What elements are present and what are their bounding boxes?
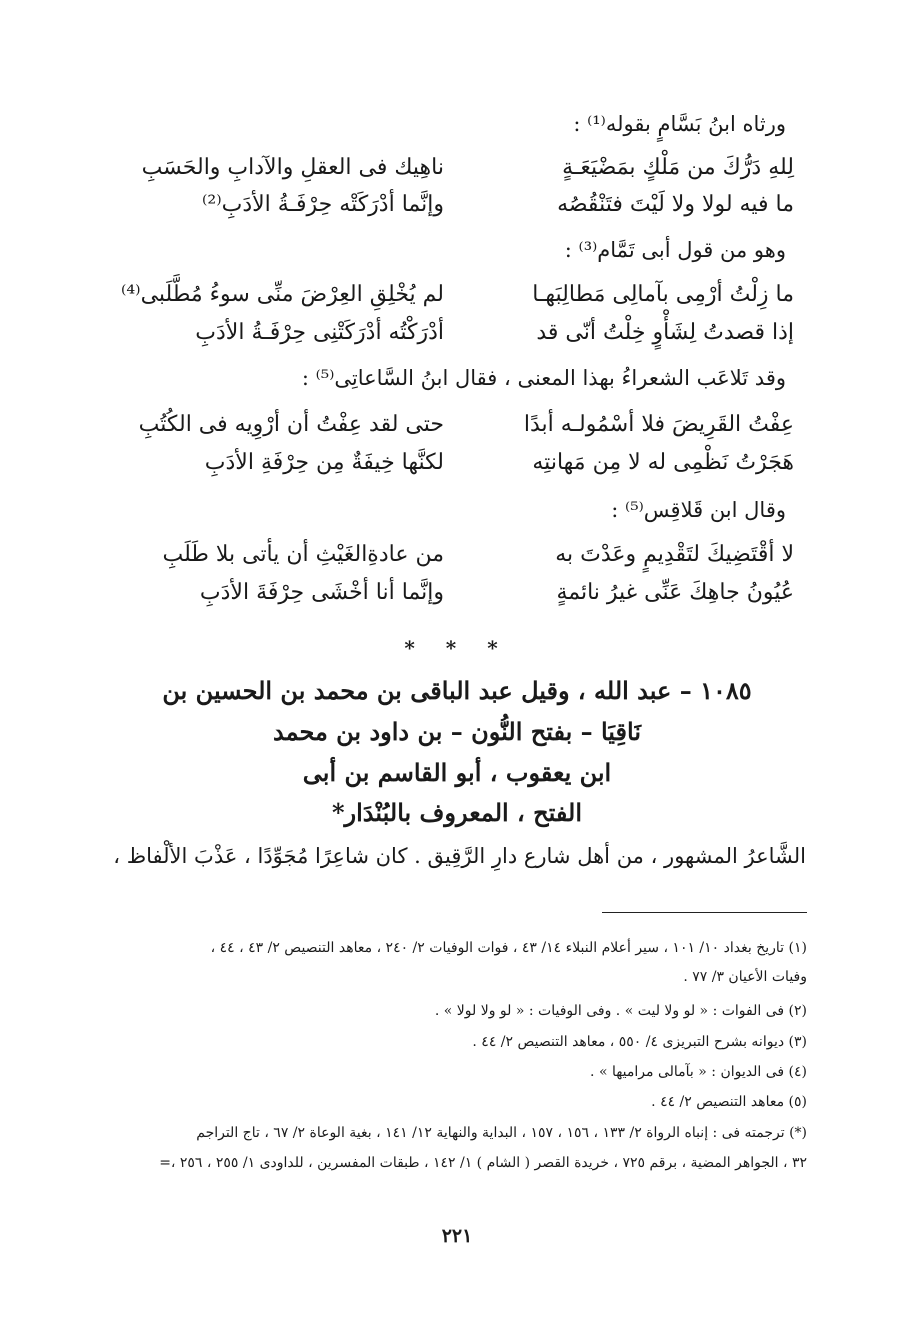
intro-ibn-bassam: ورثاه ابنُ بَسَّامٍ بقوله⁽¹⁾ :: [573, 112, 786, 136]
entry-body-text: الشَّاعرُ المشهور ، من أهل شارع دارِ الرَّقِيق . كان شاعِرًا مُجَوِّدًا ، عَذْبَ الألْفاظ ،: [113, 844, 806, 868]
section-separator: * * *: [404, 636, 510, 660]
footnote-5: (٥) معاهد التنصيص ٢/ ٤٤ .: [651, 1094, 807, 1110]
poem-1-verse-1-left: ناهِيك فى العقلِ والآدابِ والحَسَبِ: [141, 155, 444, 180]
footnote-1-continued: وفيات الأعيان ٣/ ٧٧ .: [683, 969, 807, 985]
poem-4-verse-1-right: لا أقْتَضِيكَ لتَقْدِيمٍ وعَدْتَ به: [555, 542, 794, 567]
poem-1-verse-2-left: وإنَّما أدْرَكَتْه حِرْفَـةُ الأدَبِ⁽²⁾: [201, 192, 444, 217]
footnote-star: (*) ترجمته فى : إنباه الرواة ٢/ ١٣٣ ، ١٥٦ ، ١٥٧ ، البداية والنهاية ١٢/ ١٤١ ، بغية الوعاة ٢/ ٦٧ ، تاج التراجم: [196, 1125, 807, 1141]
poem-2-verse-2-left: أدْرَكْتُه أدْرَكَتْنِى حِرْفَـةُ الأدَبِ: [195, 320, 444, 345]
poem-4-verse-1-left: من عادةِالغَيْثِ أن يأتى بلا طَلَبِ: [162, 542, 444, 567]
intro-abu-tammam: وهو من قول أبى تَمَّام⁽³⁾ :: [564, 238, 786, 262]
intro-ibn-qalaqis: وقال ابن قَلاقِس⁽⁵⁾ :: [611, 498, 786, 522]
poem-2-verse-1-right: ما زِلْتُ أرْمِى بآمالِى مَطالِبَهـا: [532, 282, 794, 307]
poem-3-verse-1-right: عِفْتُ القَرِيضَ فلا أسْمُولـه أبدًا: [523, 412, 794, 437]
poem-4-verse-2-left: وإنَّما أنا أخْشَى حِرْفَةَ الأدَبِ: [199, 580, 444, 605]
entry-heading-line-1: ١٠٨٥ – عبد الله ، وقيل عبد الباقى بن محمد بن الحسين بن: [162, 676, 752, 705]
entry-heading-line-2: نَاقِيَا – بفتح النُّون – بن داود بن محمد: [272, 717, 641, 746]
entry-heading-line-4: الفتح ، المعروف بالبُنْدَار*: [331, 798, 582, 827]
footnote-star-continued: ٣٢ ، الجواهر المضية ، برقم ٧٢٥ ، خريدة القصر ( الشام ) ١/ ١٤٢ ، طبقات المفسرين ، للداودى ١/ ٢٥٥ ، ٢٥٦ ،=: [159, 1155, 807, 1171]
footnote-rule: [602, 912, 807, 913]
poem-2-verse-1-left: لم يُخْلِقِ العِرْضَ منِّى سوءُ مُطَّلَبى⁽⁴⁾: [120, 282, 444, 307]
footnote-4: (٤) فى الديوان : « بآمالى مراميها » .: [590, 1064, 807, 1080]
poem-3-verse-1-left: حتى لقد عِفْتُ أن أرْوِيه فى الكُتُبِ: [138, 412, 444, 437]
poem-3-verse-2-right: هَجَرْتُ نَظْمِى له لا مِن مَهانتِه: [532, 450, 794, 475]
poem-3-verse-2-left: لكنَّها خِيفَةٌ مِن حِرْفَةِ الأدَبِ: [204, 450, 444, 475]
poem-4-verse-2-right: عُيُونُ جاهِكَ عَنِّى غيرُ نائمةٍ: [556, 580, 794, 605]
poem-1-verse-1-right: لِلهِ دَرُّكَ من مَلْكٍ بمَضْيَعَـةٍ: [562, 155, 794, 180]
footnote-2: (٢) فى الفوات : « لو ولا ليت » . وفى الوفيات : « لو ولا لولا » .: [434, 1003, 807, 1019]
poem-2-verse-2-right: إذا قصدتُ لِشَأْوٍ خِلْتُ أنّى قد: [536, 320, 794, 345]
poem-1-verse-2-right: ما فيه لولا ولا لَيْتَ فتَنْقُصُه: [557, 192, 794, 217]
page-number: ٢٢١: [441, 1225, 473, 1247]
footnote-3: (٣) ديوانه بشرح التبريزى ٤/ ٥٥٠ ، معاهد التنصيص ٢/ ٤٤ .: [472, 1034, 807, 1050]
footnote-1: (١) تاريخ بغداد ١٠/ ١٠١ ، سير أعلام النبلاء ١٤/ ٤٣ ، فوات الوفيات ٢/ ٢٤٠ ، معاهد التنصيص ٢/ ٤٣ ، ٤٤ ،: [210, 940, 807, 956]
intro-ibn-al-saati: وقد تَلاعَب الشعراءُ بهذا المعنى ، فقال ابنُ السَّاعاتِى⁽⁵⁾ :: [301, 366, 786, 390]
entry-heading-line-3: ابن يعقوب ، أبو القاسم بن أبى: [302, 758, 612, 787]
